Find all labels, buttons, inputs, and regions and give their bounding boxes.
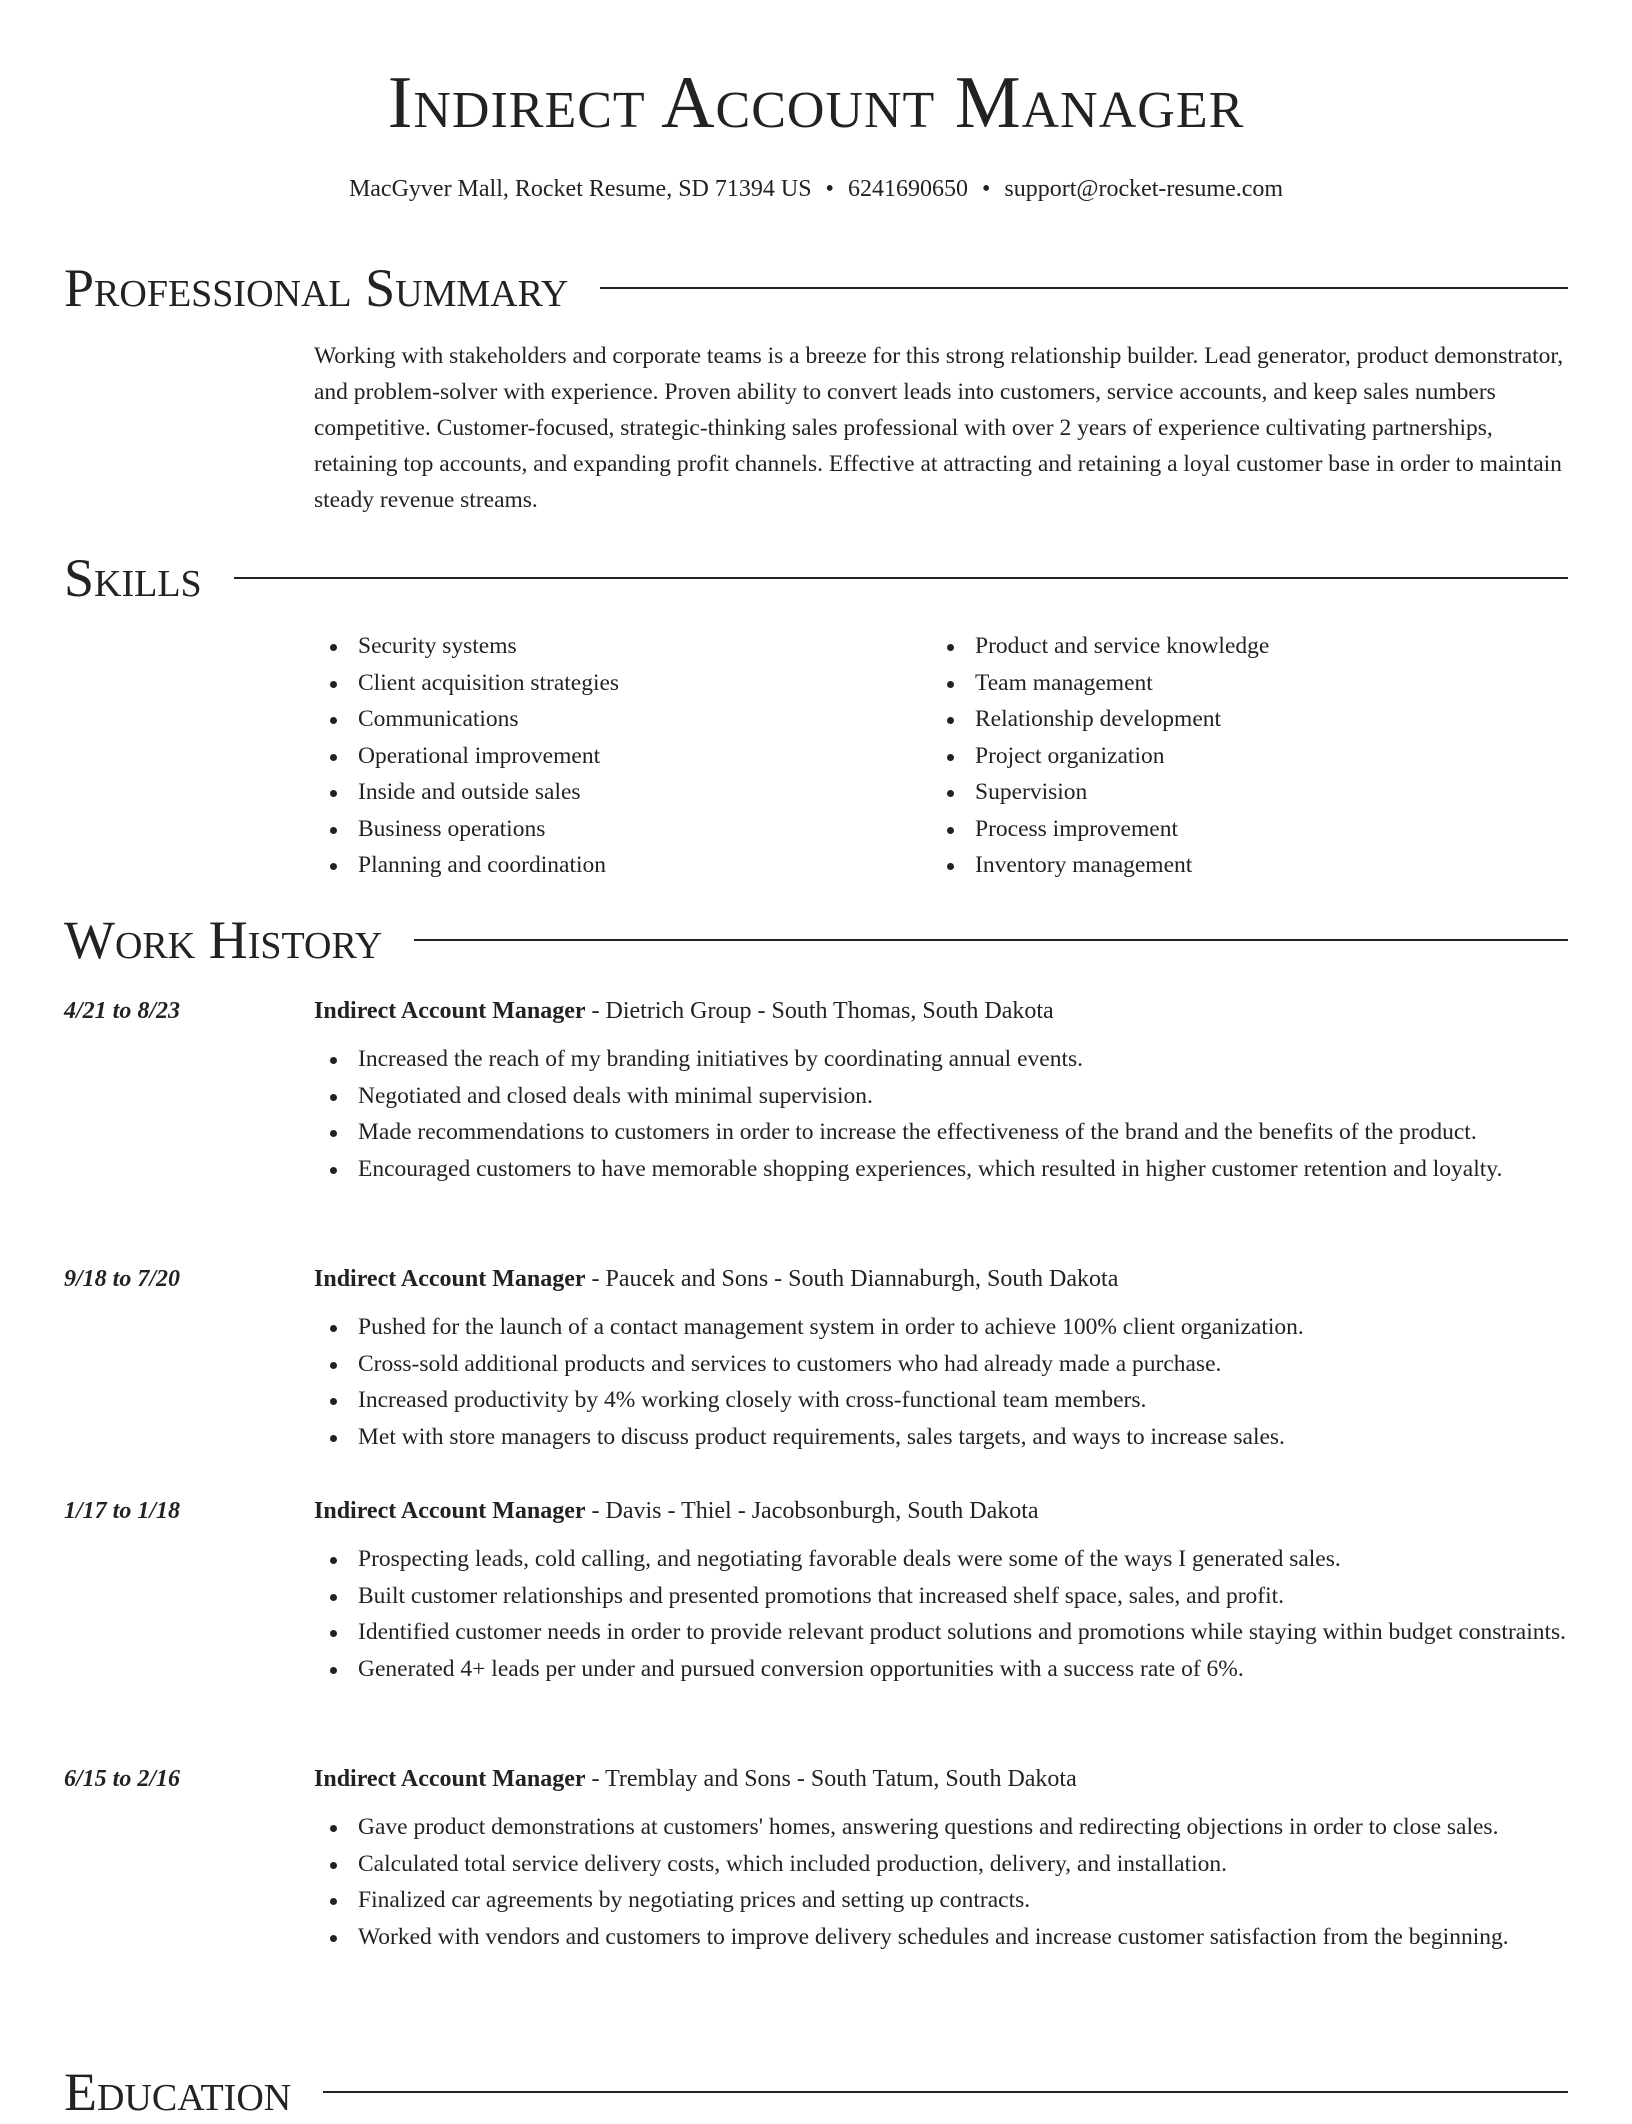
job-bullet: Negotiated and closed deals with minimal supervision.	[358, 1078, 1568, 1115]
job-bullet: Identified customer needs in order to provide relevant product solutions and promotions while staying within budget constraints.	[358, 1614, 1568, 1651]
job-bullets	[314, 1041, 1568, 1187]
skill-item: Planning and coordination	[358, 847, 931, 884]
job-bullet: Met with store managers to discuss product requirements, sales targets, and ways to increase sales.	[358, 1419, 1568, 1456]
job-bullets	[314, 1309, 1568, 1455]
job-bullet: Generated 4+ leads per under and pursued conversion opportunities with a success rate of 6%.	[358, 1651, 1568, 1688]
skill-item: Communications	[358, 701, 931, 738]
skills-column-right	[931, 628, 1548, 884]
job-heading	[314, 1493, 1568, 1529]
job-bullets	[314, 1541, 1568, 1687]
skill-item: Business operations	[358, 811, 931, 848]
job-heading	[314, 1261, 1568, 1297]
contact-separator: •	[825, 176, 834, 202]
section-heading-education	[64, 2060, 1568, 2124]
section-heading-summary	[64, 256, 1568, 320]
section-divider	[414, 939, 1568, 941]
section-heading-work-history	[64, 908, 1568, 972]
job-employer: - Tremblay and Sons - South Tatum, South Dakota	[585, 1766, 1077, 1792]
job-bullet: Pushed for the launch of a contact management system in order to achieve 100% client organization.	[358, 1309, 1568, 1346]
job-bullet: Encouraged customers to have memorable shopping experiences, which resulted in higher customer retention and loyalty.	[358, 1151, 1568, 1188]
contact-line	[0, 172, 1632, 206]
job-title: Indirect Account Manager	[314, 1266, 586, 1292]
skills-column-left	[314, 628, 931, 884]
job-dates: 9/18 to 7/20	[64, 1266, 181, 1292]
job-dates: 1/17 to 1/18	[64, 1498, 181, 1524]
job-heading	[314, 1761, 1568, 1797]
section-heading-skills	[64, 546, 1568, 610]
contact-address: MacGyver Mall, Rocket Resume, SD 71394 US	[348, 176, 812, 202]
job-bullets	[314, 1809, 1568, 1955]
skill-item: Project organization	[975, 738, 1548, 775]
job-bullet: Built customer relationships and presented promotions that increased shelf space, sales, and profit.	[358, 1578, 1568, 1615]
skill-item: Security systems	[358, 628, 931, 665]
job-bullet: Worked with vendors and customers to improve delivery schedules and increase customer satisfaction from the beginning.	[358, 1919, 1568, 1956]
job-title: Indirect Account Manager	[314, 998, 586, 1024]
contact-phone: 6241690650	[847, 176, 968, 202]
section-divider	[234, 577, 1568, 579]
job-bullet: Increased the reach of my branding initiatives by coordinating annual events.	[358, 1041, 1568, 1078]
job-employer: - Paucek and Sons - South Diannaburgh, South Dakota	[585, 1266, 1119, 1292]
skill-item: Relationship development	[975, 701, 1548, 738]
section-title: Skills	[64, 548, 202, 608]
job-heading	[314, 993, 1568, 1029]
skill-item: Process improvement	[975, 811, 1548, 848]
job-bullet: Prospecting leads, cold calling, and negotiating favorable deals were some of the ways I generated sales.	[358, 1541, 1568, 1578]
skill-item: Product and service knowledge	[975, 628, 1548, 665]
skill-item: Inventory management	[975, 847, 1548, 884]
summary-text: Working with stakeholders and corporate teams is a breeze for this strong relationship builder. Lead generator, product demonstrator, and problem-solver with experience. Proven ability to convert leads into customers, service accounts, and keep sales numbers competitive. Customer-focused, strategic-thinking sales professional with over 2 years of experience cultivating partnerships, retaining top accounts, and expanding profit channels. Effective at attracting and retaining a loyal customer base in order to maintain steady revenue streams.	[314, 343, 1564, 513]
skill-item: Team management	[975, 665, 1548, 702]
section-divider	[323, 2091, 1568, 2093]
job-bullet: Finalized car agreements by negotiating prices and setting up contracts.	[358, 1882, 1568, 1919]
job-dates: 6/15 to 2/16	[64, 1766, 181, 1792]
job-bullet: Calculated total service delivery costs, which included production, delivery, and installation.	[358, 1846, 1568, 1883]
skill-item: Client acquisition strategies	[358, 665, 931, 702]
job-bullet: Gave product demonstrations at customers' homes, answering questions and redirecting objections in order to close sales.	[358, 1809, 1568, 1846]
job-employer: - Davis - Thiel - Jacobsonburgh, South Dakota	[585, 1498, 1039, 1524]
contact-email: support@rocket-resume.com	[1004, 176, 1284, 202]
job-title: Indirect Account Manager	[314, 1498, 586, 1524]
section-title: Education	[64, 2062, 292, 2122]
job-employer: - Dietrich Group - South Thomas, South Dakota	[585, 998, 1054, 1024]
job-bullet: Made recommendations to customers in order to increase the effectiveness of the brand and the benefits of the product.	[358, 1114, 1568, 1151]
job-bullet: Increased productivity by 4% working closely with cross-functional team members.	[358, 1382, 1568, 1419]
section-title: Work History	[64, 910, 383, 970]
section-divider	[600, 287, 1568, 289]
job-dates: 4/21 to 8/23	[64, 998, 181, 1024]
skill-item: Supervision	[975, 774, 1548, 811]
contact-separator: •	[981, 176, 991, 202]
job-title: Indirect Account Manager	[314, 1766, 586, 1792]
skill-item: Inside and outside sales	[358, 774, 931, 811]
candidate-name: Indirect Account Manager	[387, 62, 1245, 144]
skills-list	[314, 628, 1568, 884]
skill-item: Operational improvement	[358, 738, 931, 775]
section-title: Professional Summary	[64, 258, 569, 318]
job-bullet: Cross-sold additional products and services to customers who had already made a purchase.	[358, 1346, 1568, 1383]
